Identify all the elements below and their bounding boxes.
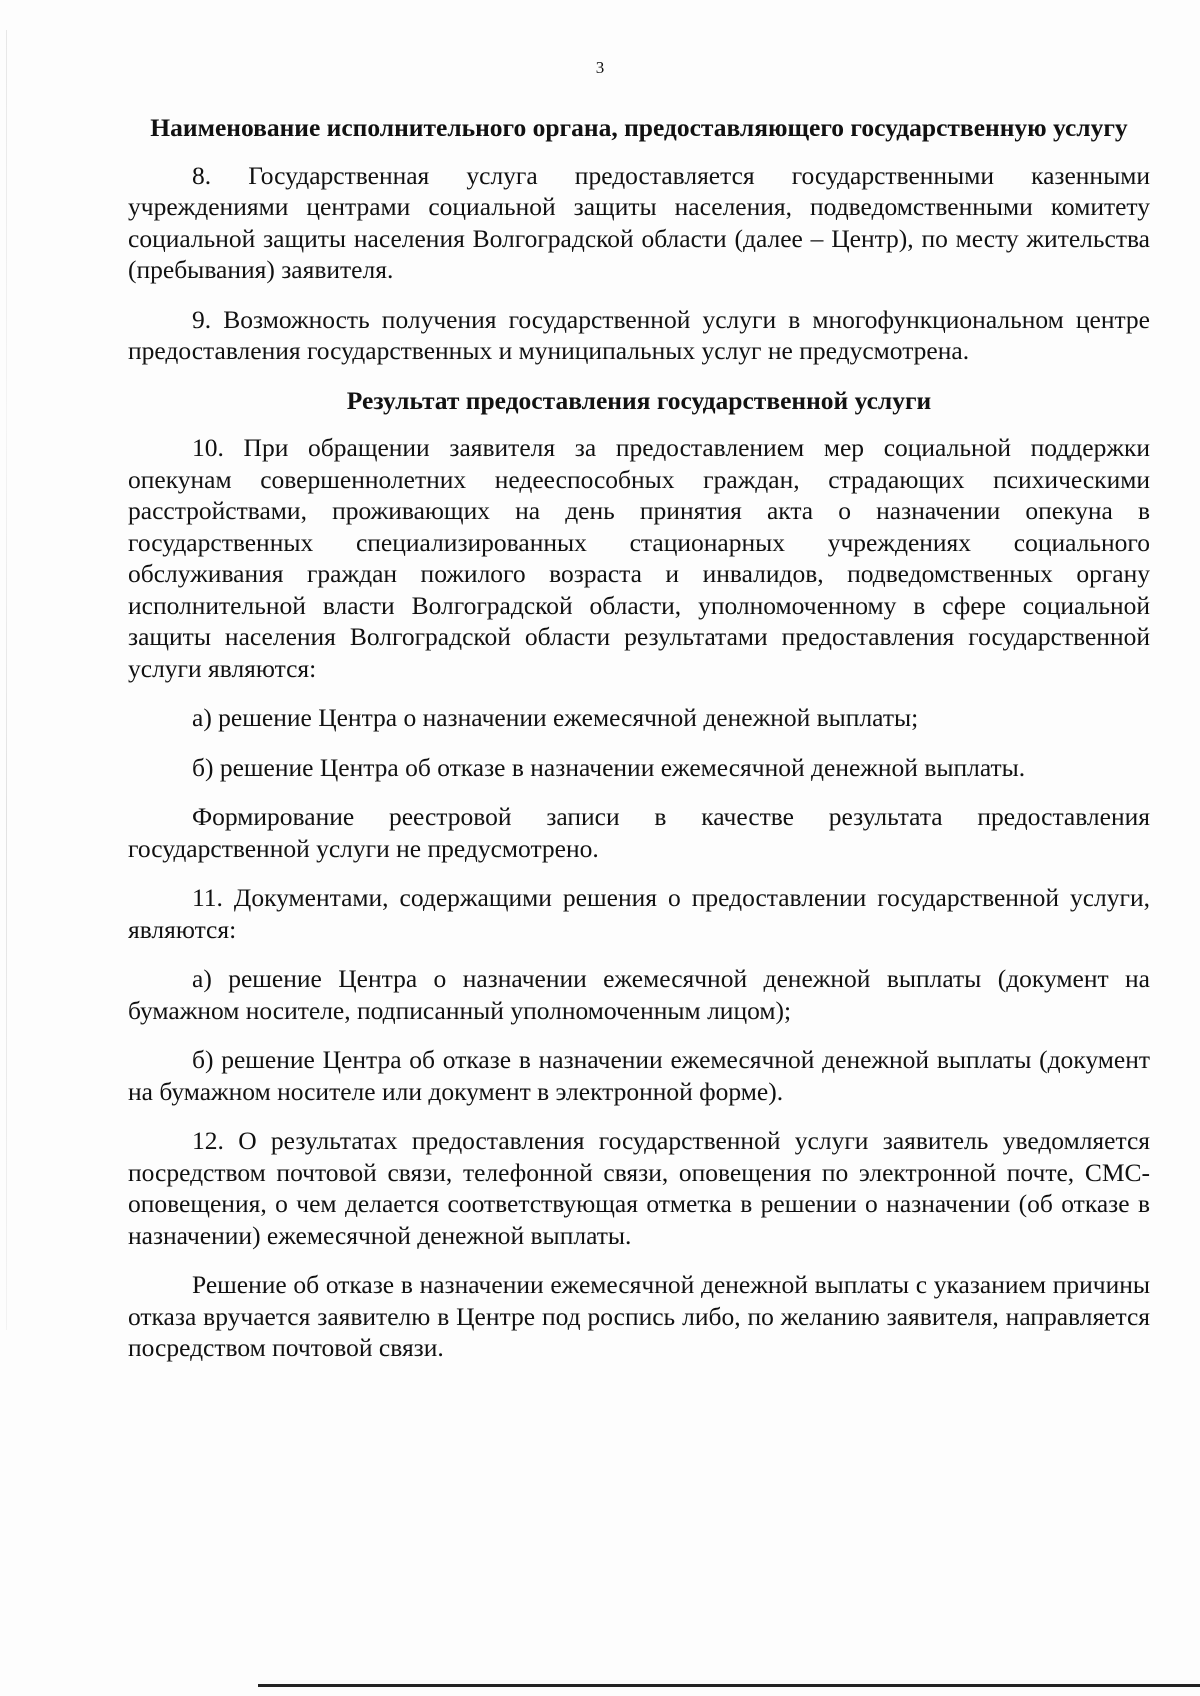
paragraph-10: 10. При обращении заявителя за предоставлением мер социальной поддержки опекунам совершеннолетних недееспособных граждан, страдающих психическими расстройствами, проживающих на день принятия акта о назначении опекуна в государственных специализированных стационарных учреждениях социального обслуживания граждан пожилого возраста и инвалидов, подведомственных органу исполнительной власти Волгоградской области, уполномоченному в сфере социальной защиты населения Волгоградской области результатами предоставления государственной услуги являются: — [128, 433, 1150, 683]
paragraph-11-a: а) решение Центра о назначении ежемесячной денежной выплаты (документ на бумажном носителе, подписанный уполномоченным лицом); — [128, 964, 1150, 1025]
paragraph-9: 9. Возможность получения государственной услуги в многофункциональном центре предоставления государственных и муниципальных услуг не предусмотрена. — [128, 304, 1150, 365]
document-body — [128, 112, 1150, 1382]
section-heading-result: Результат предоставления государственной услуги — [346, 385, 932, 415]
paragraph-11-b: б) решение Центра об отказе в назначении ежемесячной денежной выплаты (документ на бумажном носителе или документ в электронной форме). — [128, 1045, 1150, 1106]
paragraph-refusal-delivery: Решение об отказе в назначении ежемесячной денежной выплаты с указанием причины отказа вручается заявителю в Центре под роспись либо, по желанию заявителя, направляется посредством почтовой связи. — [128, 1270, 1150, 1362]
section-heading-executive-body: Наименование исполнительного органа, предоставляющего государственную услугу — [150, 113, 1128, 142]
page-number: 3 — [595, 58, 605, 77]
paragraph-11: 11. Документами, содержащими решения о предоставлении государственной услуги, являются: — [128, 883, 1150, 944]
paragraph-8: 8. Государственная услуга предоставляется государственными казенными учреждениями центрами социальной защиты населения, подведомственными комитету социальной защиты населения Волгоградской области (далее – Центр), по месту жительства (пребывания) заявителя. — [128, 160, 1150, 284]
paragraph-10-b: б) решение Центра об отказе в назначении ежемесячной денежной выплаты. — [192, 752, 1026, 782]
bottom-scan-rule — [258, 1684, 1200, 1687]
paragraph-registry-record: Формирование реестровой записи в качестве результата предоставления государственной услуги не предусмотрено. — [128, 802, 1150, 863]
scan-edge-artifact — [6, 30, 7, 1330]
paragraph-10-a: а) решение Центра о назначении ежемесячной денежной выплаты; — [192, 703, 919, 732]
paragraph-12: 12. О результатах предоставления государственной услуги заявитель уведомляется посредством почтовой связи, телефонной связи, оповещения по электронной почте, СМС-оповещения, о чем делается соответствующая отметка в решении о назначении (об отказе в назначении) ежемесячной денежной выплаты. — [128, 1126, 1150, 1250]
